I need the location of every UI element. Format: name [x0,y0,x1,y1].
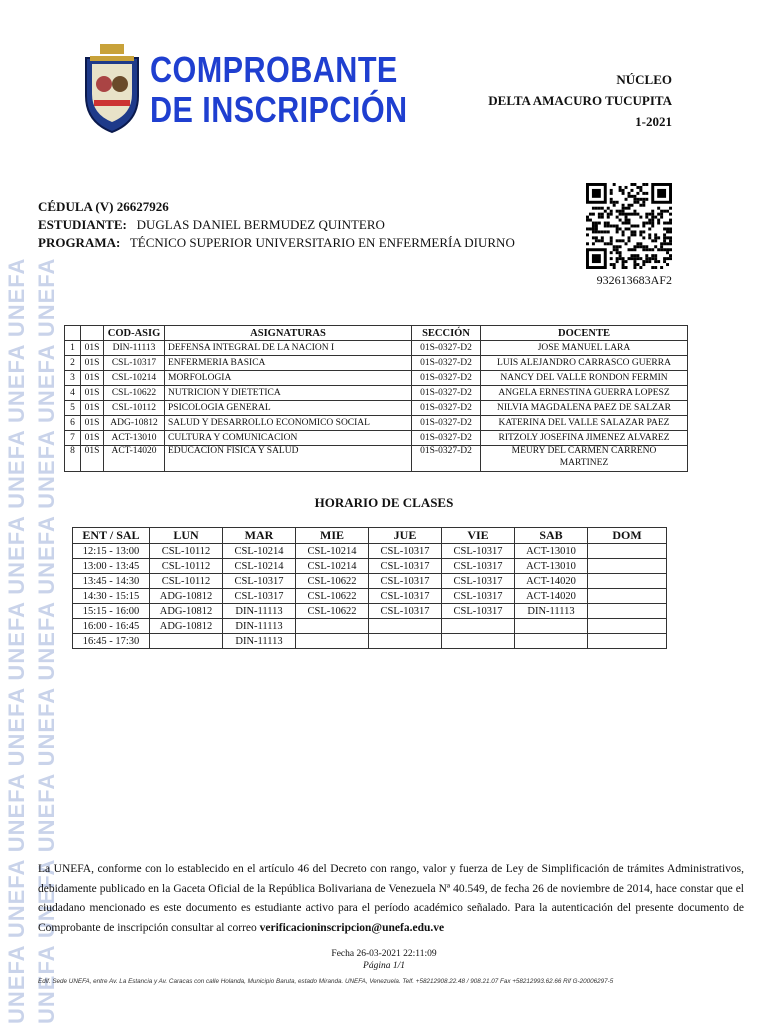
teacher: ANGELA ERNESTINA GUERRA LOPESZ [481,386,688,401]
schedule-cell [442,634,515,649]
schedule-cell: DIN-11113 [223,619,296,634]
schedule-cell [369,634,442,649]
schedule-cell: CSL-10112 [150,544,223,559]
student-name: DUGLAS DANIEL BERMUDEZ QUINTERO [136,217,385,232]
section: 01S-0327-D2 [412,446,481,472]
teacher-line-1: MEURY DEL CARMEN CARREÑO [511,446,657,456]
section: 01S-0327-D2 [412,341,481,356]
semester: 01S [81,446,104,472]
schedule-cell [588,619,667,634]
schedule-cell: ACT-13010 [515,559,588,574]
course-code: CSL-10112 [104,401,165,416]
time-slot: 16:00 - 16:45 [73,619,150,634]
subject-row [65,356,688,371]
schedule-cell: CSL-10622 [296,604,369,619]
schedule-cell: ACT-13010 [515,544,588,559]
schedule-row [73,544,667,559]
teacher-line-2: MARTINEZ [559,458,609,468]
schedule-cell: ACT-14020 [515,574,588,589]
schedule-cell [588,589,667,604]
schedule-cell: CSL-10317 [369,604,442,619]
nucleo-block [488,69,672,132]
schedule-cell: ACT-14020 [515,589,588,604]
schedule-header-cell: LUN [150,528,223,544]
course-code: ACT-13010 [104,431,165,446]
nucleo-label: NÚCLEO [616,72,672,87]
schedule-cell: CSL-10622 [296,589,369,604]
schedule-cell [296,634,369,649]
semester: 01S [81,431,104,446]
watermark-text: UNEFA UNEFA UNEFA UNEFA UNEFA UNEFA UNEFA UNEFA UNEFA [34,257,59,1024]
course-code: ACT-14020 [104,446,165,472]
teacher: NANCY DEL VALLE RONDON FERMIN [481,371,688,386]
semester: 01S [81,401,104,416]
subject-row [65,386,688,401]
header-semester [81,326,104,341]
schedule-cell [588,544,667,559]
course-name: DEFENSA INTEGRAL DE LA NACION I [165,341,412,356]
cedula: CÉDULA (V) 26627926 [38,199,169,214]
subject-row [65,446,688,472]
header-cod-asig: COD-ASIG [104,326,165,341]
semester: 01S [81,371,104,386]
schedule-cell: DIN-11113 [223,604,296,619]
teacher: LUIS ALEJANDRO CARRASCO GUERRA [481,356,688,371]
row-number: 1 [65,341,81,356]
schedule-header-cell: JUE [369,528,442,544]
schedule-cell: CSL-10214 [296,544,369,559]
subjects-header-row [65,326,688,341]
schedule-header-cell: SAB [515,528,588,544]
time-slot: 12:15 - 13:00 [73,544,150,559]
schedule-cell [515,634,588,649]
schedule-cell [150,634,223,649]
schedule-row [73,589,667,604]
course-code: ADG-10812 [104,416,165,431]
program-name: TÉCNICO SUPERIOR UNIVERSITARIO EN ENFERMERÍA DIURNO [129,235,515,250]
teacher: NILVIA MAGDALENA PAEZ DE SALZAR [481,401,688,416]
qr-code-label: 932613683AF2 [596,273,672,287]
schedule-title: HORARIO DE CLASES [314,495,454,510]
section: 01S-0327-D2 [412,386,481,401]
schedule-cell: CSL-10214 [223,544,296,559]
subject-row [65,371,688,386]
schedule-cell: DIN-11113 [515,604,588,619]
schedule-cell [369,619,442,634]
watermark-strip-left [4,0,30,1024]
subject-row [65,341,688,356]
header-number [65,326,81,341]
schedule-cell: ADG-10812 [150,604,223,619]
header-seccion: SECCIÓN [412,326,481,341]
schedule-header-row [73,528,667,544]
teacher: JOSE MANUEL LARA [481,341,688,356]
schedule-cell [515,619,588,634]
header-asignaturas: ASIGNATURAS [165,326,412,341]
row-number: 6 [65,416,81,431]
time-slot: 14:30 - 15:15 [73,589,150,604]
schedule-row [73,574,667,589]
section: 01S-0327-D2 [412,416,481,431]
schedule-cell: CSL-10214 [296,559,369,574]
time-slot: 16:45 - 17:30 [73,634,150,649]
schedule-cell: CSL-10317 [369,559,442,574]
schedule-table [72,527,667,649]
schedule-cell [296,619,369,634]
estudiante-label: ESTUDIANTE: [38,217,127,232]
schedule-cell: CSL-10317 [223,574,296,589]
schedule-cell: CSL-10112 [150,574,223,589]
course-name: SALUD Y DESARROLLO ECONOMICO SOCIAL [165,416,412,431]
schedule-cell: CSL-10112 [150,559,223,574]
schedule-cell: CSL-10317 [223,589,296,604]
schedule-cell [442,619,515,634]
course-code: DIN-11113 [104,341,165,356]
schedule-header-cell: DOM [588,528,667,544]
print-date: Fecha 26-03-2021 22:11:09 [331,949,437,959]
section: 01S-0327-D2 [412,431,481,446]
schedule-header-cell: ENT / SAL [73,528,150,544]
course-name: CULTURA Y COMUNICACION [165,431,412,446]
schedule-header-cell: MAR [223,528,296,544]
subject-row [65,431,688,446]
unefa-shield-logo [82,44,142,134]
verification-email[interactable]: verificacioninscripcion@unefa.edu.ve [259,921,445,934]
schedule-cell: CSL-10317 [369,574,442,589]
section: 01S-0327-D2 [412,401,481,416]
academic-period: 1-2021 [635,114,672,129]
schedule-cell: CSL-10317 [442,544,515,559]
schedule-header-cell: MIE [296,528,369,544]
schedule-row [73,634,667,649]
semester: 01S [81,386,104,401]
schedule-cell: CSL-10317 [369,544,442,559]
subject-row [65,401,688,416]
schedule-row [73,619,667,634]
title-line-1: COMPROBANTE [150,49,398,90]
document-title [150,50,453,130]
course-code: CSL-10214 [104,371,165,386]
course-name: MORFOLOGIA [165,371,412,386]
teacher [481,446,688,472]
course-name: ENFERMERIA BASICA [165,356,412,371]
legal-text: La UNEFA, conforme con lo establecido en el artículo 46 del Decreto con rango, valor y fuerza de Ley de Simplificación de trámites Administrativos, debidamente publicado en la Gaceta Oficial de la República Bolivariana de Venezuela Nª 40.549, de fecha 26 de noviembre de 2014, hace constar que el ciudadano mencionado es este documento es estudiante activo para el período académico señalado. Para la autenticación del presente documento de Comprobante de inscripción consultar al correo [38,863,744,934]
row-number: 3 [65,371,81,386]
time-slot: 13:45 - 14:30 [73,574,150,589]
header-docente: DOCENTE [481,326,688,341]
schedule-cell [588,604,667,619]
schedule-row [73,559,667,574]
schedule-header-cell: VIE [442,528,515,544]
course-name: EDUCACION FISICA Y SALUD [165,446,412,472]
section: 01S-0327-D2 [412,356,481,371]
row-number: 4 [65,386,81,401]
institution-address: Edif. Sede UNEFA, entre Av. La Estancia y Av. Caracas con calle Holanda, Municipio Baruta, estado Miranda. UNEFA, Venezuela. Telf. +58212908.22.48 / 908.21.07 Fax +58212993.62.66 Rif G-20006297-5 [38,978,614,985]
print-info [0,948,768,972]
row-number: 2 [65,356,81,371]
row-number: 5 [65,401,81,416]
course-name: PSICOLOGIA GENERAL [165,401,412,416]
course-code: CSL-10622 [104,386,165,401]
schedule-cell: ADG-10812 [150,619,223,634]
nucleo-name: DELTA AMACURO TUCUPITA [488,93,672,108]
schedule-cell: ADG-10812 [150,589,223,604]
schedule-cell: CSL-10317 [442,604,515,619]
legal-statement [38,860,744,938]
semester: 01S [81,416,104,431]
schedule-row [73,604,667,619]
programa-label: PROGRAMA: [38,235,121,250]
subjects-table [64,325,688,472]
page-number: Página 1/1 [363,961,405,971]
schedule-cell: CSL-10317 [369,589,442,604]
time-slot: 15:15 - 16:00 [73,604,150,619]
schedule-cell [588,574,667,589]
schedule-cell: CSL-10317 [442,559,515,574]
schedule-cell: CSL-10214 [223,559,296,574]
subject-row [65,416,688,431]
schedule-cell [588,634,667,649]
course-name: NUTRICION Y DIETETICA [165,386,412,401]
teacher: RITZOLY JOSEFINA JIMENEZ ALVAREZ [481,431,688,446]
schedule-cell: DIN-11113 [223,634,296,649]
schedule-cell [588,559,667,574]
semester: 01S [81,356,104,371]
row-number: 8 [65,446,81,472]
teacher: KATERINA DEL VALLE SALAZAR PAEZ [481,416,688,431]
student-info [38,198,515,252]
row-number: 7 [65,431,81,446]
schedule-cell: CSL-10622 [296,574,369,589]
title-line-2: DE INSCRIPCIÓN [150,89,408,130]
section: 01S-0327-D2 [412,371,481,386]
course-code: CSL-10317 [104,356,165,371]
watermark-text: UNEFA UNEFA UNEFA UNEFA UNEFA UNEFA UNEFA UNEFA UNEFA [4,257,29,1024]
qr-code [586,183,672,269]
semester: 01S [81,341,104,356]
schedule-cell: CSL-10317 [442,589,515,604]
time-slot: 13:00 - 13:45 [73,559,150,574]
schedule-cell: CSL-10317 [442,574,515,589]
